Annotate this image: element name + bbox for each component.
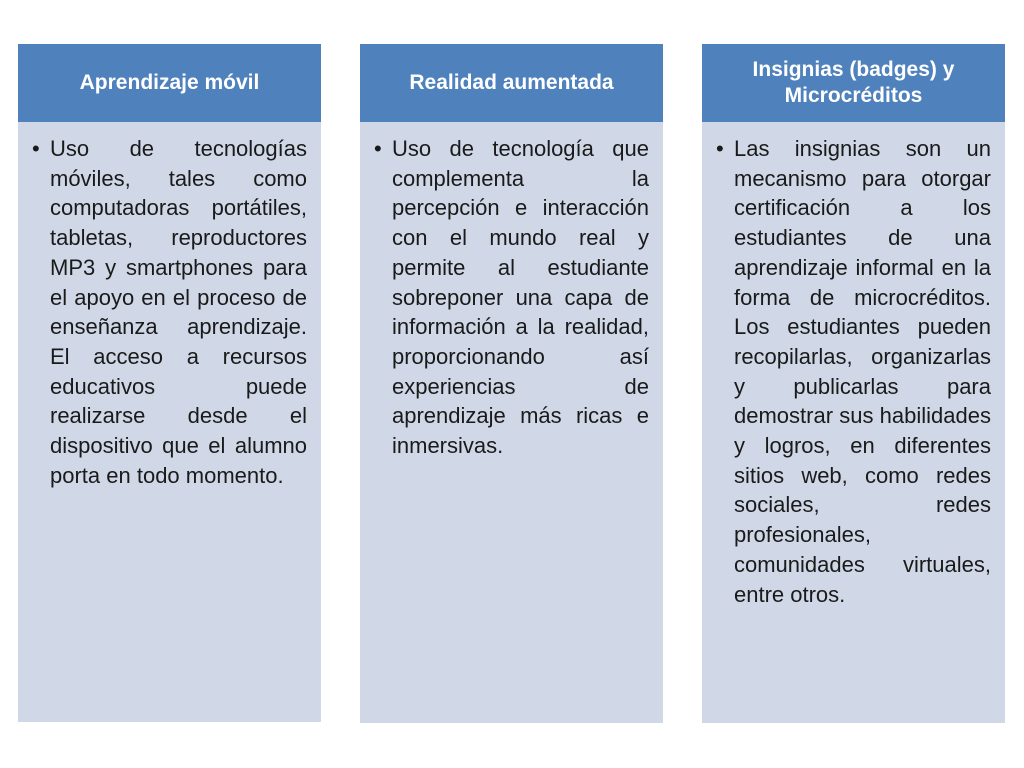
list-item [716,134,991,609]
item-text: Uso de tecnología que complementa la percepción e interacción con el mundo real y permite al estudiante sobreponer una capa de información a la realidad, proporcionando así experiencias de aprendizaje más ricas e inmersivas. [392,136,649,459]
column-header [18,44,321,122]
column-body [360,122,663,723]
column-body [702,122,1005,723]
column-body [18,122,321,722]
column-header [360,44,663,122]
column-title: Insignias (badges) y Microcréditos [752,58,955,107]
list-item [32,134,307,490]
column-title: Realidad aumentada [409,71,614,94]
column-insignias-microcreditos [702,44,1005,723]
column-aprendizaje-movil [18,44,321,722]
column-realidad-aumentada [360,44,663,723]
column-header [702,44,1005,122]
list-item [374,134,649,461]
bullet-icon: • [716,136,724,161]
bullet-icon: • [32,136,40,161]
column-title: Aprendizaje móvil [79,71,260,94]
item-text: Las insignias son un mecanismo para otorgar certificación a los estudiantes de una aprendizaje informal en la forma de microcréditos. Los estudiantes pueden recopilarlas, organizarlas y publicarlas para demostrar sus habilidades y logros, en diferentes sitios web, como redes sociales, redes profesionales, comunidades virtuales, entre otros. [734,136,991,607]
item-text: Uso de tecnologías móviles, tales como computadoras portátiles, tabletas, reproductores MP3 y smartphones para el apoyo en el proceso de enseñanza aprendizaje. El acceso a recursos educativos puede realizarse desde el dispositivo que el alumno porta en todo momento. [50,136,307,488]
bullet-icon: • [374,136,382,161]
